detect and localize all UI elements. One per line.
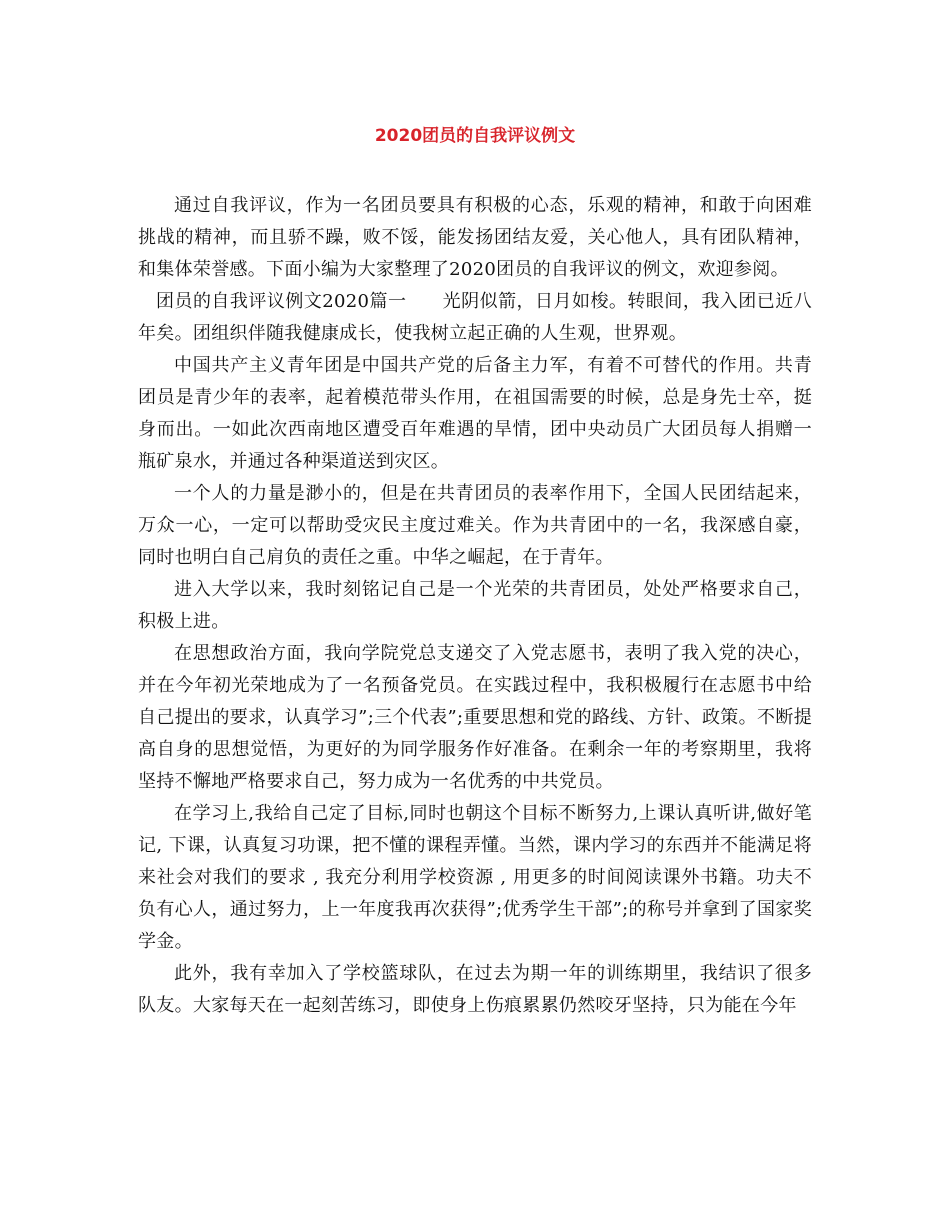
paragraph-study: 在学习上,我给自己定了目标,同时也朝这个目标不断努力,上课认真听讲,做好笔记, 下课，认真复习功课，把不懂的课程弄懂。当然，课内学习的东西并不能满足将来社会对我们的要求 , 我充分利用学校资源 , 用更多的时间阅读课外书籍。功夫不负有心人，通过努力，上一年度我再次获得”;优秀学生干部”;的称号并拿到了国家奖学金。	[138, 803, 812, 952]
paragraph-league-role: 中国共产主义青年团是中国共产党的后备主力军，有着不可替代的作用。共青团员是青少年的表率，起着模范带头作用，在祖国需要的时候，总是身先士卒，挺身而出。一如此次西南地区遭受百年难遇的旱情，团中央动员广大团员每人捐赠一瓶矿泉水，并通过各种渠道送到灾区。	[138, 355, 812, 472]
paragraph-section-one	[138, 286, 812, 350]
document-title: 2020团员的自我评议例文	[374, 126, 576, 146]
section-first-text: 光阴似箭，日月如梭。转眼间，我入团已近八年矣。团组织伴随我健康成长，使我树立起正确的人生观，世界观。	[138, 291, 813, 344]
document-body	[138, 190, 812, 1022]
section-heading: 团员的自我评议例文2020篇一	[156, 291, 407, 312]
paragraph-unity: 一个人的力量是渺小的，但是在共青团员的表率作用下，全国人民团结起来，万众一心，一定可以帮助受灾民主度过难关。作为共青团中的一名，我深感自豪，同时也明白自己肩负的责任之重。中华之崛起，在于青年。	[138, 483, 812, 568]
paragraph-basketball: 此外，我有幸加入了学校篮球队，在过去为期一年的训练期里，我结识了很多队友。大家每天在一起刻苦练习，即使身上伤痕累累仍然咬牙坚持，只为能在今年	[138, 963, 812, 1016]
paragraph-politics: 在思想政治方面，我向学院党总支递交了入党志愿书，表明了我入党的决心，并在今年初光荣地成为了一名预备党员。在实践过程中，我积极履行在志愿书中给自己提出的要求，认真学习”;三个代表”;重要思想和党的路线、方针、政策。不断提高自身的思想觉悟，为更好的为同学服务作好准备。在剩余一年的考察期里，我将坚持不懈地严格要求自己，努力成为一名优秀的中共党员。	[138, 643, 812, 792]
paragraph-university: 进入大学以来，我时刻铭记自己是一个光荣的共青团员，处处严格要求自己，积极上进。	[138, 579, 812, 632]
paragraph-intro: 通过自我评议，作为一名团员要具有积极的心态，乐观的精神，和敢于向困难挑战的精神，而且骄不躁，败不馁，能发扬团结友爱，关心他人，具有团队精神，和集体荣誉感。下面小编为大家整理了2020团员的自我评议的例文，欢迎参阅。	[138, 195, 812, 280]
